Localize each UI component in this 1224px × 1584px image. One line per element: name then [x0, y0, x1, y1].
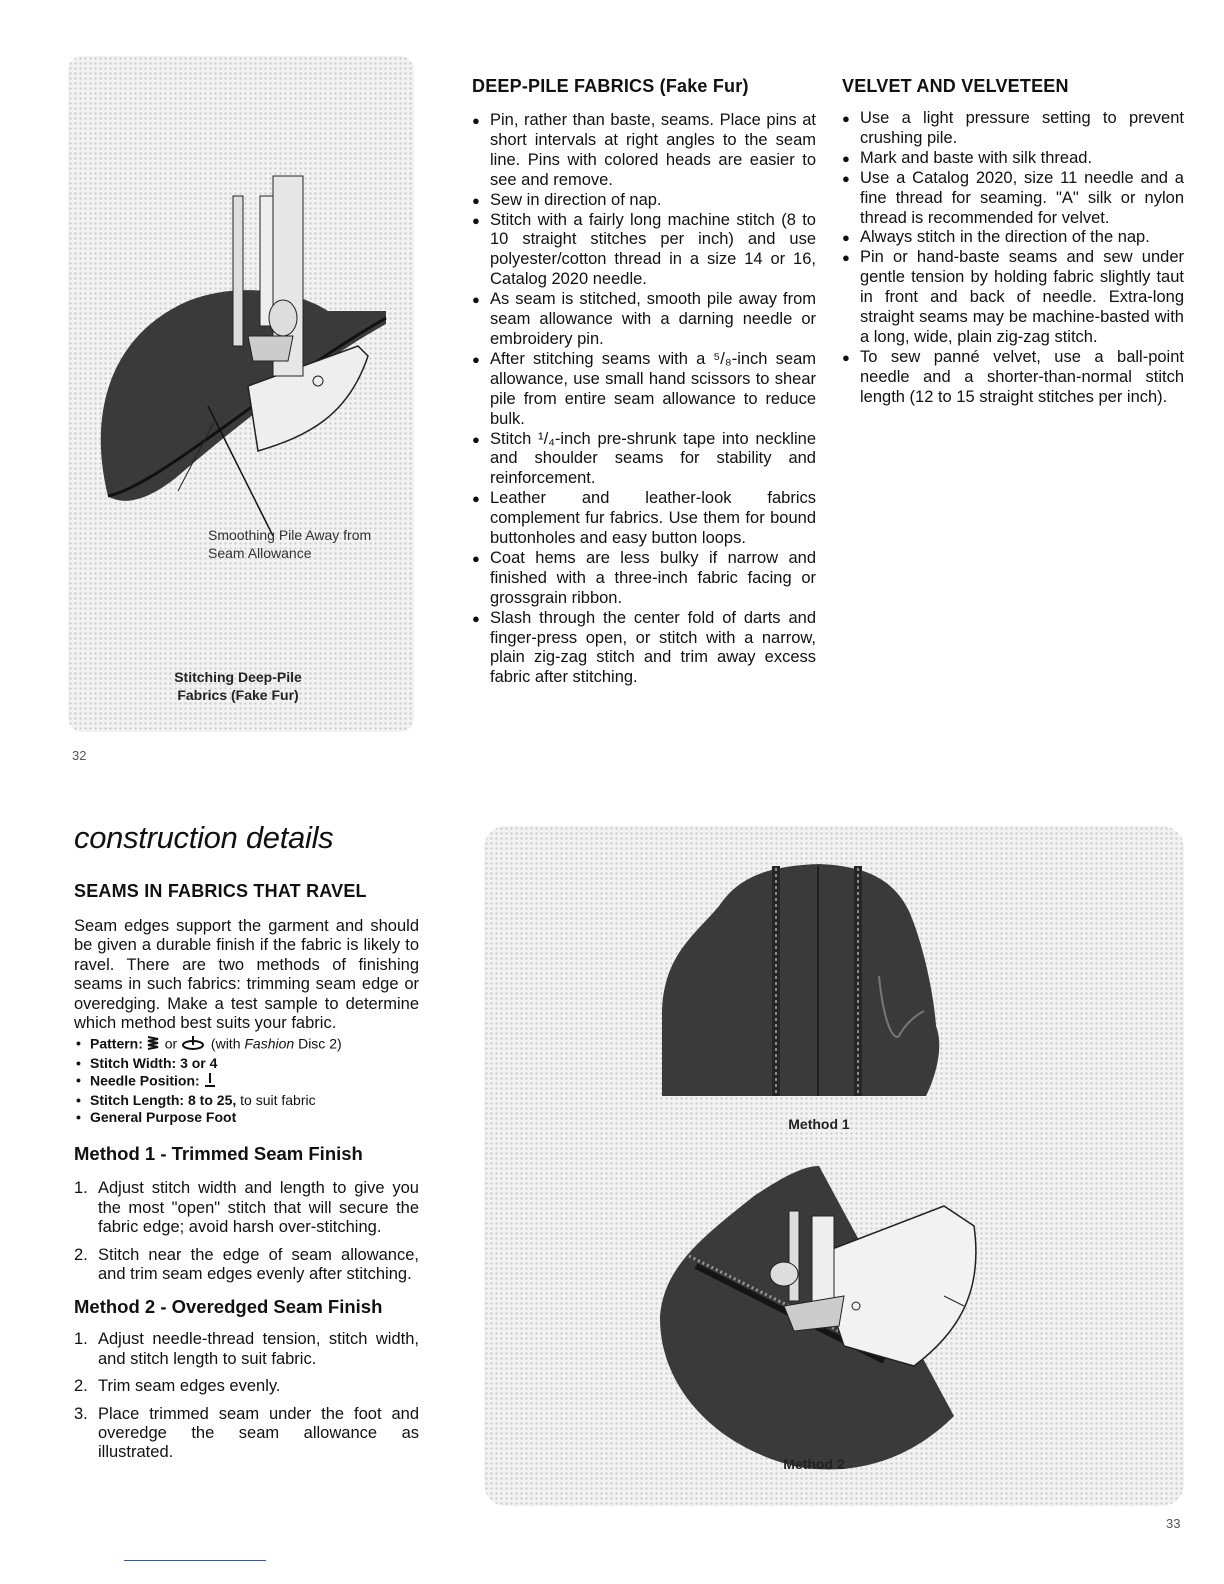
footer-rule	[124, 1560, 266, 1561]
illustration-caption: Stitching Deep-Pile Fabrics (Fake Fur)	[174, 669, 302, 703]
spec-stitch-width: • Stitch Width: 3 or 4	[74, 1055, 419, 1072]
list-item: ● Use a Catalog 2020, size 11 needle and a fine thread for seaming. "A" silk or nylon thread is recommended for velvet.	[842, 169, 1184, 229]
zigzag-pattern-icon	[147, 1035, 161, 1055]
deep-pile-list	[472, 111, 816, 688]
list-item: ● To sew panné velvet, use a ball-point needle and a shorter-than-normal stitch length (12 to 15 straight stitches per inch).	[842, 348, 1184, 408]
deep-pile-illustration	[68, 56, 414, 732]
list-item: ● Pin or hand-baste seams and sew under gentle tension by holding fabric slightly taut in front and back of needle. Extra-long straight seams may be machine-basted with a long, wide, plain zig-zag stitch.	[842, 248, 1184, 348]
method2-heading: Method 2 - Overedged Seam Finish	[74, 1296, 383, 1318]
spec-pattern: • Pattern: or (with Fashion Disc 2)	[74, 1035, 419, 1055]
method1-heading: Method 1 - Trimmed Seam Finish	[74, 1143, 363, 1165]
seams-intro: Seam edges support the garment and should be given a durable finish if the fabric is likely to ravel. There are two methods of finishing seams in such fabrics: trimming seam edge or overedging. Make a test sample to determine which method best suits your fabric.	[74, 917, 419, 1033]
list-item: ● After stitching seams with a ⁵/₈-inch seam allowance, use small hand scissors to shear pile from entire seam allowance to reduce bulk.	[472, 350, 816, 430]
list-item: ● Sew in direction of nap.	[472, 191, 816, 211]
list-item: ● As seam is stitched, smooth pile away from seam allowance with a darning needle or embroidery pin.	[472, 290, 816, 350]
list-item: 2. Stitch near the edge of seam allowance, and trim seam edges evenly after stitching.	[74, 1245, 419, 1284]
illustration-label: Smoothing Pile Away from Seam Allowance	[208, 527, 372, 561]
method2-steps	[74, 1330, 419, 1462]
list-item: 1. Adjust stitch width and length to give you the most "open" stitch that will secure the fabric edge; avoid harsh over-stitching.	[74, 1179, 419, 1237]
machine-settings	[74, 1035, 419, 1125]
method2-caption: Method 2	[783, 1456, 845, 1472]
sewing-machine-fur-drawing	[68, 56, 414, 732]
spec-stitch-length: • Stitch Length: 8 to 25, to suit fabric	[74, 1092, 419, 1109]
list-item: ● Leather and leather-look fabrics complement fur fabrics. Use them for bound buttonholes and easy button loops.	[472, 489, 816, 549]
page-number-32: 32	[72, 748, 87, 763]
list-item: ● Always stitch in the direction of the nap.	[842, 228, 1184, 248]
page-title: construction details	[74, 820, 334, 855]
list-item: ● Coat hems are less bulky if narrow and finished with a three-inch fabric facing or grossgrain ribbon.	[472, 549, 816, 609]
list-item: ● Stitch with a fairly long machine stitch (8 to 10 straight stitches per inch) and use polyester/cotton thread in a size 14 or 16, Catalog 2020 needle.	[472, 211, 816, 291]
velvet-list	[842, 109, 1184, 408]
velvet-section	[842, 76, 1184, 408]
list-item: 1. Adjust needle-thread tension, stitch width, and stitch length to suit fabric.	[74, 1330, 419, 1368]
seams-section	[74, 881, 419, 1471]
method2-drawing	[484, 826, 1184, 1506]
deep-pile-heading: DEEP-PILE FABRICS (Fake Fur)	[472, 76, 749, 96]
seam-methods-illustration	[484, 826, 1184, 1506]
seams-heading: SEAMS IN FABRICS THAT RAVEL	[74, 881, 367, 901]
velvet-heading: VELVET AND VELVETEEN	[842, 76, 1069, 96]
list-item: ● Use a light pressure setting to prevent crushing pile.	[842, 109, 1184, 149]
spec-foot: • General Purpose Foot	[74, 1109, 419, 1126]
list-item: ● Stitch ¹/₄-inch pre-shrunk tape into neckline and shoulder seams for stability and reinforcement.	[472, 430, 816, 490]
method1-steps	[74, 1179, 419, 1284]
method1-caption: Method 1	[788, 1116, 850, 1132]
deep-pile-section	[472, 76, 816, 688]
list-item: ● Pin, rather than baste, seams. Place pins at short intervals at right angles to the seam line. Pins with colored heads are easier to see and remove.	[472, 111, 816, 191]
spec-needle-position: • Needle Position:	[74, 1072, 419, 1092]
list-item: 2. Trim seam edges evenly.	[74, 1377, 281, 1396]
fashion-disc-icon	[181, 1035, 207, 1055]
list-item: ● Mark and baste with silk thread.	[842, 149, 1184, 169]
needle-position-icon	[204, 1072, 218, 1092]
list-item: 3. Place trimmed seam under the foot and overedge the seam allowance as illustrated.	[74, 1404, 419, 1462]
page-number-33: 33	[1166, 1516, 1181, 1531]
list-item: ● Slash through the center fold of darts and finger-press open, or stitch with a narrow, plain zig-zag stitch and trim away excess fabric after stitching.	[472, 609, 816, 689]
